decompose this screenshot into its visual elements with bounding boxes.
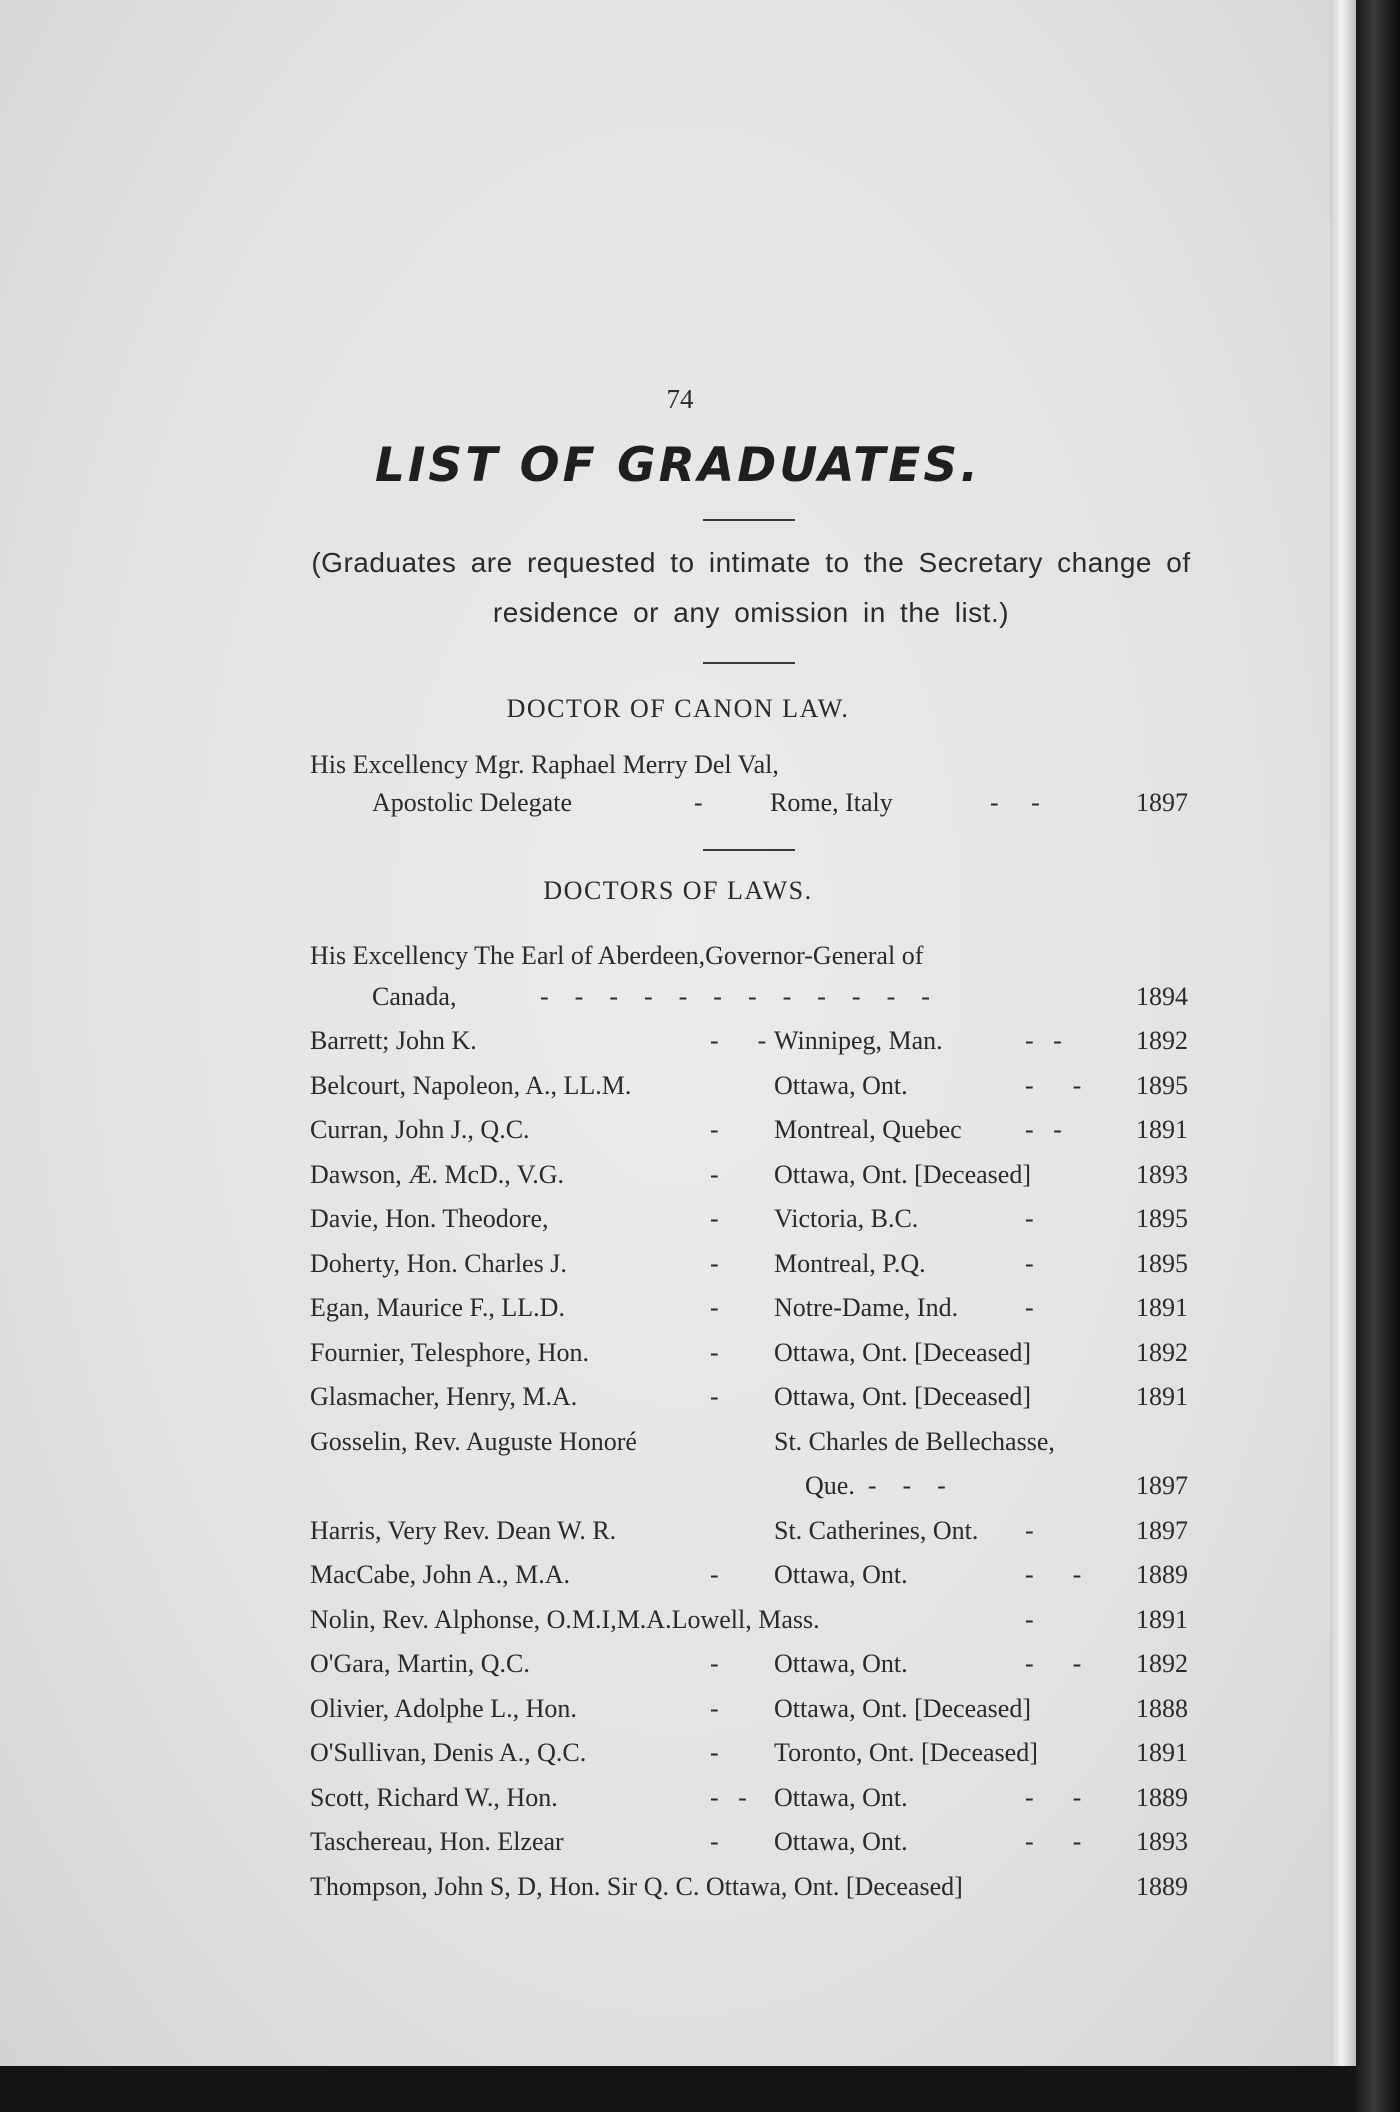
leader-dash: - - [710,1026,767,1055]
graduate-name: O'Gara, Martin, Q.C. [310,1649,530,1678]
graduate-row [0,1338,1356,1382]
graduation-year: 1891 [1136,1604,1188,1634]
leader-dash: - [710,1649,719,1678]
graduate-name: Davie, Hon. Theodore, [310,1204,549,1233]
leader-dash: - [710,1248,719,1278]
leader-dash: - - [1025,1649,1082,1678]
graduation-year: 1889 [1136,1782,1188,1812]
leader-dash: - [710,1337,719,1367]
graduate-row [0,1872,1356,1916]
graduate-row [0,1516,1356,1560]
graduate-residence: Ottawa, Ont. [774,1560,908,1589]
canon-law-entry-line: His Excellency Mgr. Raphael Merry Del Val, [310,750,779,779]
graduate-row [0,1293,1356,1337]
graduation-year: 1892 [1136,1026,1188,1055]
leader-dash: - - [1025,1070,1082,1100]
graduate-residence: Ottawa, Ont. [Deceased] [774,1382,1031,1411]
laws-entry-line: His Excellency The Earl of Aberdeen,Governor-General of [310,941,924,970]
leader-dash: - [1025,1204,1034,1233]
graduate-residence: Montreal, P.Q. [774,1248,926,1278]
graduate-name: Gosselin, Rev. Auguste Honoré [310,1426,637,1456]
graduate-residence: Ottawa, Ont. [774,1649,908,1678]
graduate-residence: Que. - - - [805,1471,946,1500]
graduate-name: Thompson, John S, D, Hon. Sir Q. C. Ottawa, Ont. [Deceased] [310,1871,963,1901]
graduate-name: Taschereau, Hon. Elzear [310,1827,564,1856]
leader-dash: - [710,1293,719,1322]
leader-dash: - [1025,1604,1034,1634]
graduate-name: Glasmacher, Henry, M.A. [310,1382,578,1411]
graduate-residence: Ottawa, Ont. [Deceased] [774,1693,1031,1723]
section-heading-canon-law: DOCTOR OF CANON LAW. [506,694,850,723]
graduate-name: Curran, John J., Q.C. [310,1115,530,1144]
graduate-name: Scott, Richard W., Hon. [310,1782,558,1812]
entry-year: 1894 [1136,982,1188,1011]
page-number: 74 [666,384,694,414]
graduate-name: MacCabe, John A., M.A. [310,1560,570,1589]
entry-dash: - [694,788,703,817]
entry-place: Rome, Italy [770,788,893,817]
leader-dash: - [1025,1248,1034,1278]
leader-dash: - [1025,1515,1034,1545]
graduate-residence: Ottawa, Ont. [Deceased] [774,1337,1031,1367]
graduate-residence: Toronto, Ont. [Deceased] [774,1738,1038,1767]
leader-dash: - - [1025,1115,1062,1144]
graduation-year: 1895 [1136,1248,1188,1278]
graduate-row [0,1827,1356,1871]
graduate-name: Egan, Maurice F., LL.D. [310,1293,565,1322]
graduate-name: Olivier, Adolphe L., Hon. [310,1693,577,1723]
entry-name: Apostolic Delegate [372,788,572,817]
graduate-row [0,1071,1356,1115]
graduate-name: O'Sullivan, Denis A., Q.C. [310,1738,587,1767]
graduate-name: Harris, Very Rev. Dean W. R. [310,1515,617,1545]
graduate-residence: St. Catherines, Ont. [774,1515,979,1545]
graduate-row [0,1427,1356,1471]
leader-dash: - - [710,1782,747,1812]
graduate-name: Nolin, Rev. Alphonse, O.M.I,M.A.Lowell, Mass. [310,1604,820,1634]
graduate-row [0,1471,1356,1515]
section-heading-laws: DOCTORS OF LAWS. [543,876,813,905]
leader-dash: - [1025,1293,1034,1322]
graduate-row [0,1783,1356,1827]
leader-dash: - [710,1382,719,1411]
leader-dash: - [710,1159,719,1189]
graduate-name: Belcourt, Napoleon, A., LL.M. [310,1070,632,1100]
graduate-row [0,1605,1356,1649]
page-title: LIST OF GRADUATES. [374,438,982,493]
graduate-row [0,1649,1356,1693]
leader-dash: - [710,1204,719,1233]
graduation-year: 1897 [1136,1515,1188,1545]
graduate-row [0,1026,1356,1070]
leader-dash: - [710,1560,719,1589]
graduation-year: 1891 [1136,1115,1188,1144]
leader-dash: - - [1025,1026,1062,1055]
graduation-year: 1893 [1136,1159,1188,1189]
graduate-row [0,1694,1356,1738]
graduate-residence: St. Charles de Bellechasse, [774,1426,1055,1456]
leader-dash: - - [1025,1782,1082,1812]
graduates-notice [305,538,1197,638]
graduate-residence: Victoria, B.C. [774,1204,919,1233]
entry-year: 1897 [1136,788,1188,817]
graduation-year: 1895 [1136,1070,1188,1100]
graduate-name: Barrett; John K. [310,1026,477,1055]
notice-line: (Graduates are requested to intimate to the Secretary change of [311,547,1191,578]
graduation-year: 1891 [1136,1738,1188,1767]
graduate-residence: Winnipeg, Man. [774,1026,943,1055]
laws-entry [0,982,1356,1026]
book-binding [1356,0,1400,2112]
graduate-row [0,1560,1356,1604]
graduation-year: 1888 [1136,1693,1188,1723]
leader-dash: - [710,1115,719,1144]
graduate-name: Dawson, Æ. McD., V.G. [310,1159,564,1189]
graduate-row [0,1115,1356,1159]
graduate-row [0,1204,1356,1248]
graduation-year: 1891 [1136,1293,1188,1322]
divider-rule [703,519,795,521]
graduation-year: 1893 [1136,1827,1188,1856]
graduation-year: 1889 [1136,1871,1188,1901]
graduate-name: Doherty, Hon. Charles J. [310,1248,567,1278]
leader-dash: - - [1025,1560,1082,1589]
graduate-name: Fournier, Telesphore, Hon. [310,1337,589,1367]
graduation-year: 1897 [1136,1471,1188,1500]
graduation-year: 1892 [1136,1649,1188,1678]
leader-dash: - [710,1738,719,1767]
canon-law-entry [0,788,1356,832]
leader-dash: - [710,1827,719,1856]
graduate-residence: Ottawa, Ont. [774,1070,908,1100]
graduate-residence: Notre-Dame, Ind. [774,1293,959,1322]
graduate-row [0,1249,1356,1293]
entry-name: Canada, [372,982,457,1011]
graduate-residence: Montreal, Quebec [774,1115,962,1144]
graduate-residence: Ottawa, Ont. [774,1827,908,1856]
graduation-year: 1891 [1136,1382,1188,1411]
scan-border [0,2066,1356,2112]
entry-dash: - - - - - - - - - - - - [540,982,930,1011]
graduate-row [0,1160,1356,1204]
graduate-row [0,1382,1356,1426]
graduation-year: 1889 [1136,1560,1188,1589]
leader-dash: - - [1025,1827,1082,1856]
divider-rule [703,662,795,664]
graduate-residence: Ottawa, Ont. [Deceased] [774,1159,1031,1189]
graduation-year: 1895 [1136,1204,1188,1233]
graduate-row [0,1738,1356,1782]
entry-dash: - - [990,788,1040,817]
leader-dash: - [710,1693,719,1723]
divider-rule [703,849,795,851]
notice-line: residence or any omission in the list.) [492,597,1010,628]
graduation-year: 1892 [1136,1337,1188,1367]
graduate-residence: Ottawa, Ont. [774,1782,908,1812]
